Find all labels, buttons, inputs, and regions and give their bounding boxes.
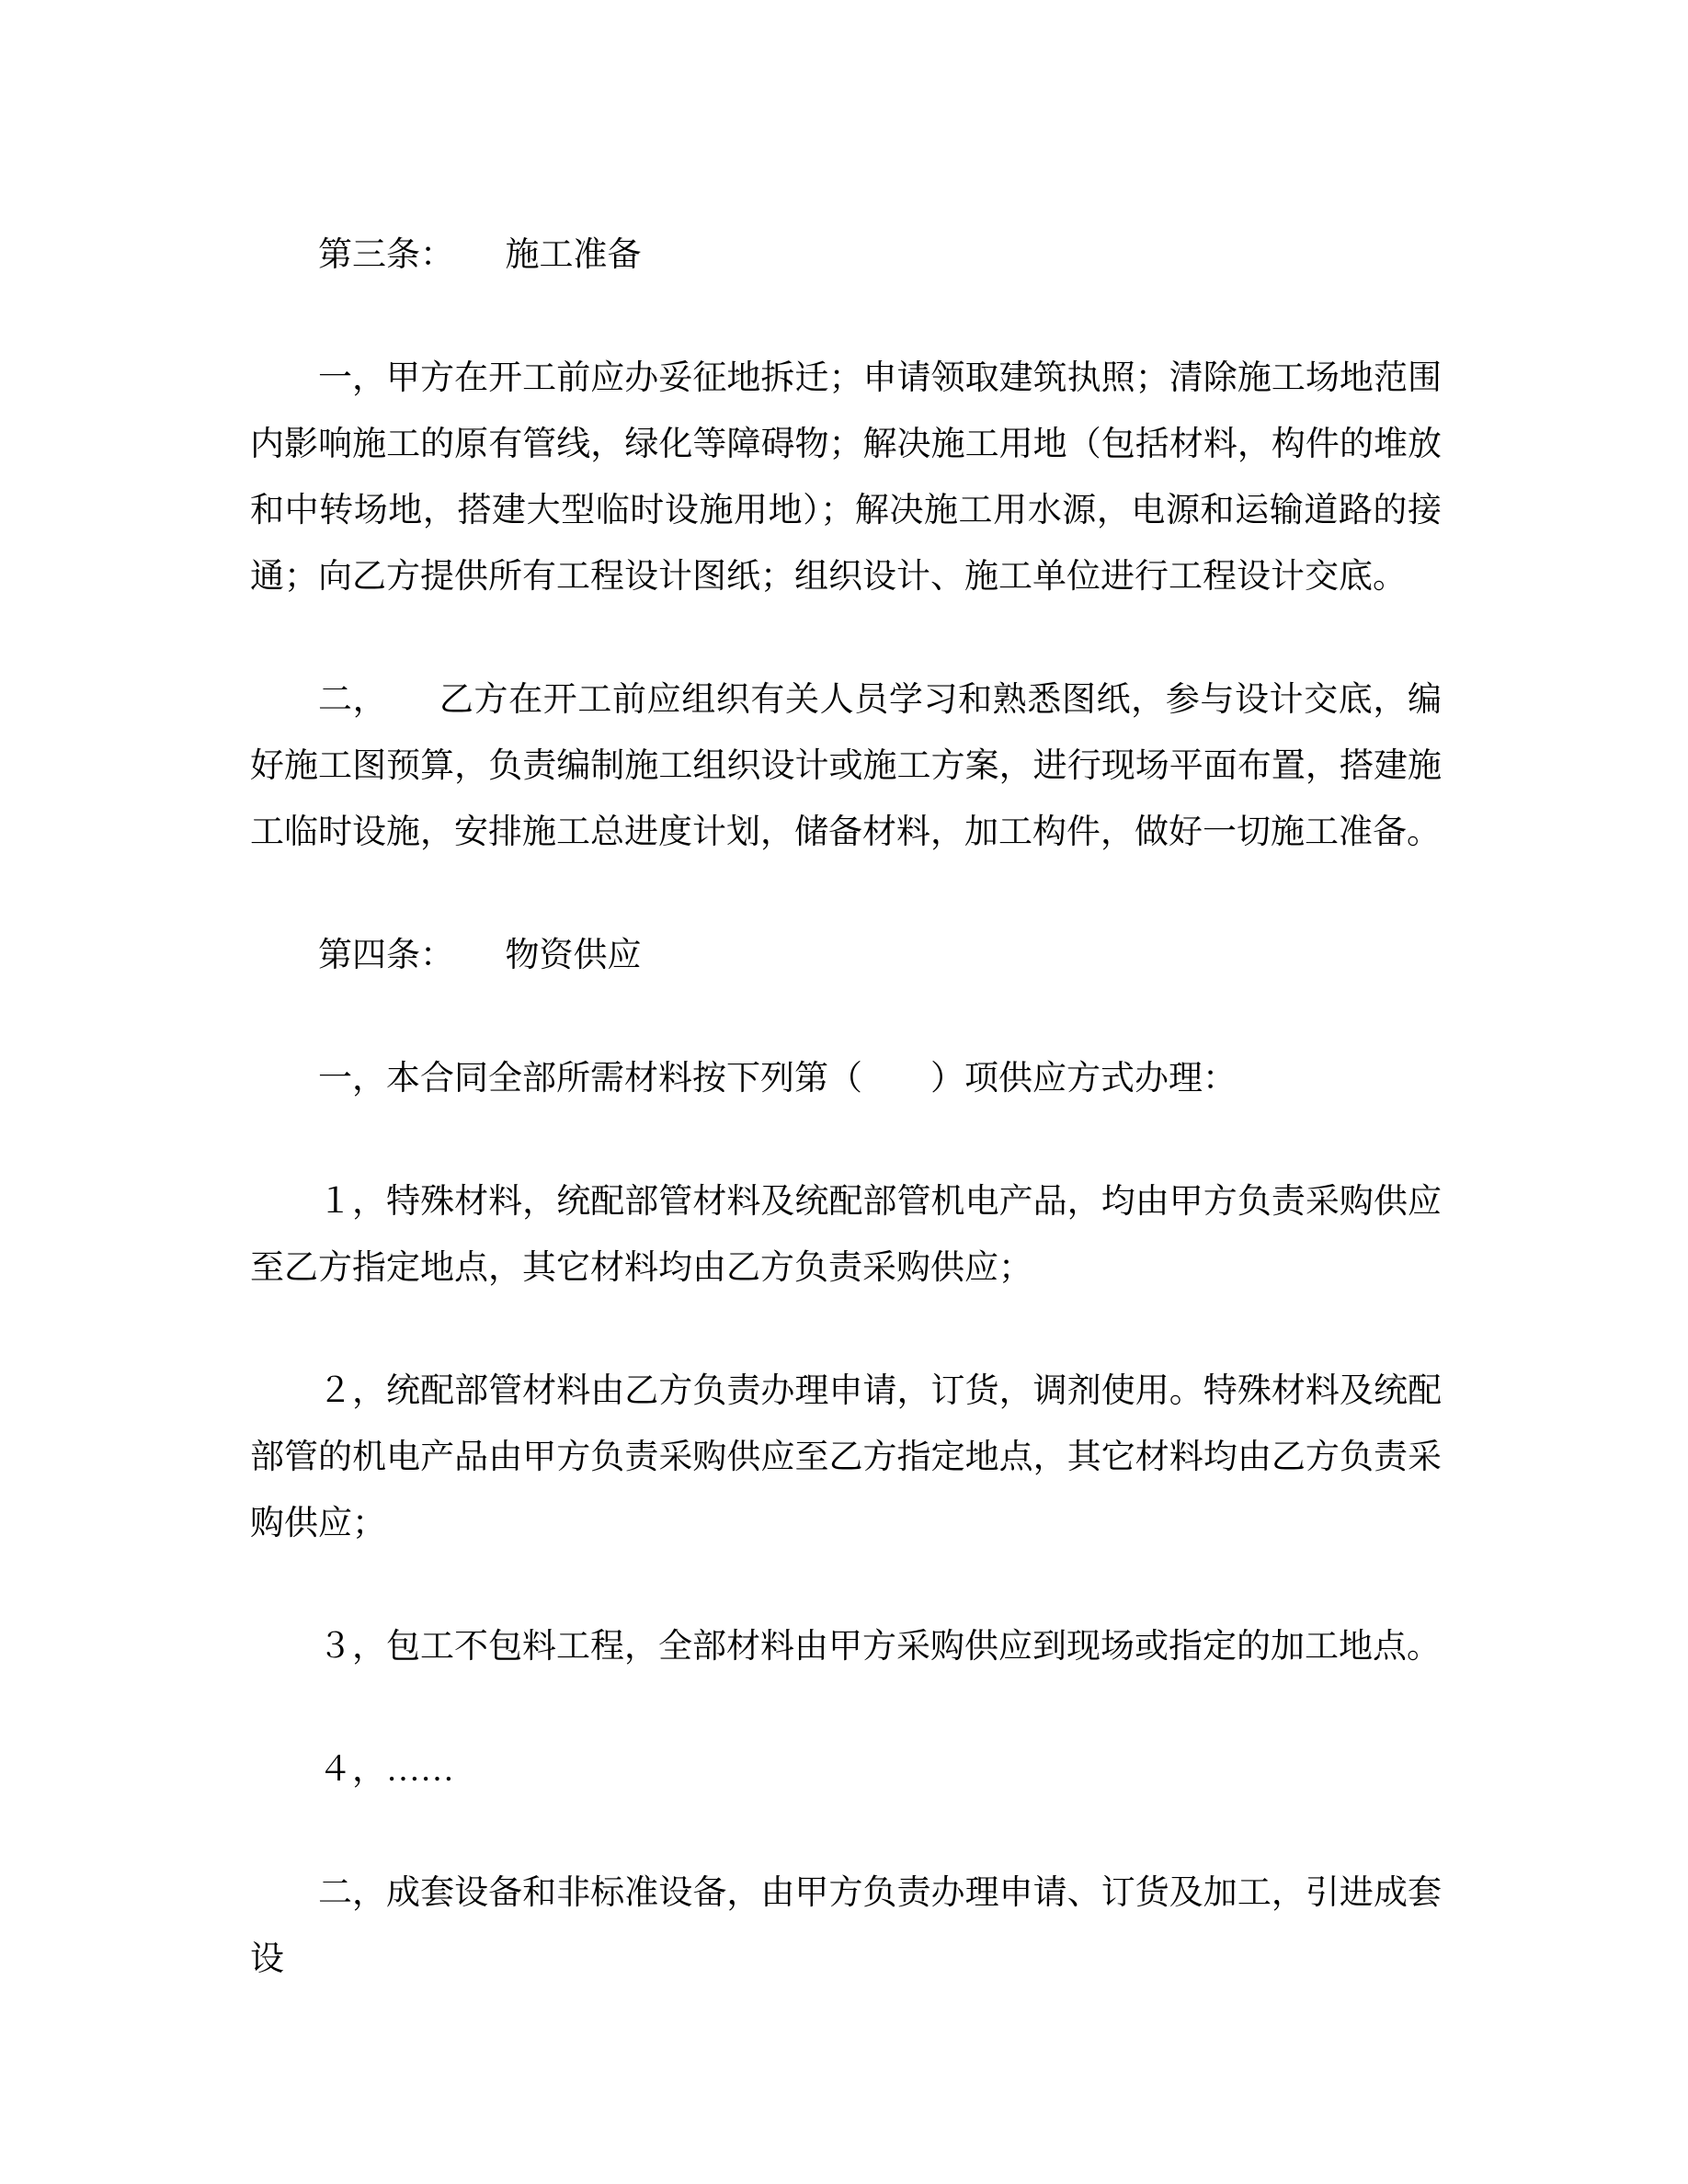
paragraph: ２，统配部管材料由乙方负责办理申请，订货，调剂使用。特殊材料及统配部管的机电产品由甲方负责采购供应至乙方指定地点，其它材料均由乙方负责采购供应；	[250, 1372, 1442, 1542]
paragraph: 一，本合同全部所需材料按下列第（ ）项供应方式办理：	[318, 1060, 1237, 1098]
paragraph: ４，……	[318, 1751, 454, 1789]
section-heading-article-3: 第三条： 施工准备	[318, 236, 642, 274]
section-heading-article-4: 第四条： 物资供应	[318, 937, 642, 974]
paragraph: ３，包工不包料工程，全部材料由甲方采购供应到现场或指定的加工地点。	[318, 1628, 1441, 1666]
paragraph: 二， 乙方在开工前应组织有关人员学习和熟悉图纸，参与设计交底，编好施工图预算，负责编制施工组织设计或施工方案，进行现场平面布置，搭建施工临时设施，安排施工总进度计划，储备材料，加工构件，做好一切施工准备。	[250, 681, 1442, 851]
paragraph: １，特殊材料，统配部管材料及统配部管机电产品，均由甲方负责采购供应至乙方指定地点，其它材料均由乙方负责采购供应；	[250, 1183, 1442, 1287]
paragraph: 二，成套设备和非标准设备，由甲方负责办理申请、订货及加工，引进成套设	[250, 1874, 1442, 1978]
paragraph: 一，甲方在开工前应办妥征地拆迁；申请领取建筑执照；清除施工场地范围内影响施工的原有管线，绿化等障碍物；解决施工用地（包括材料，构件的堆放和中转场地，搭建大型临时设施用地）；解决施工用水源，电源和运输道路的接通；向乙方提供所有工程设计图纸；组织设计、施工单位进行工程设计交底。	[250, 359, 1442, 596]
